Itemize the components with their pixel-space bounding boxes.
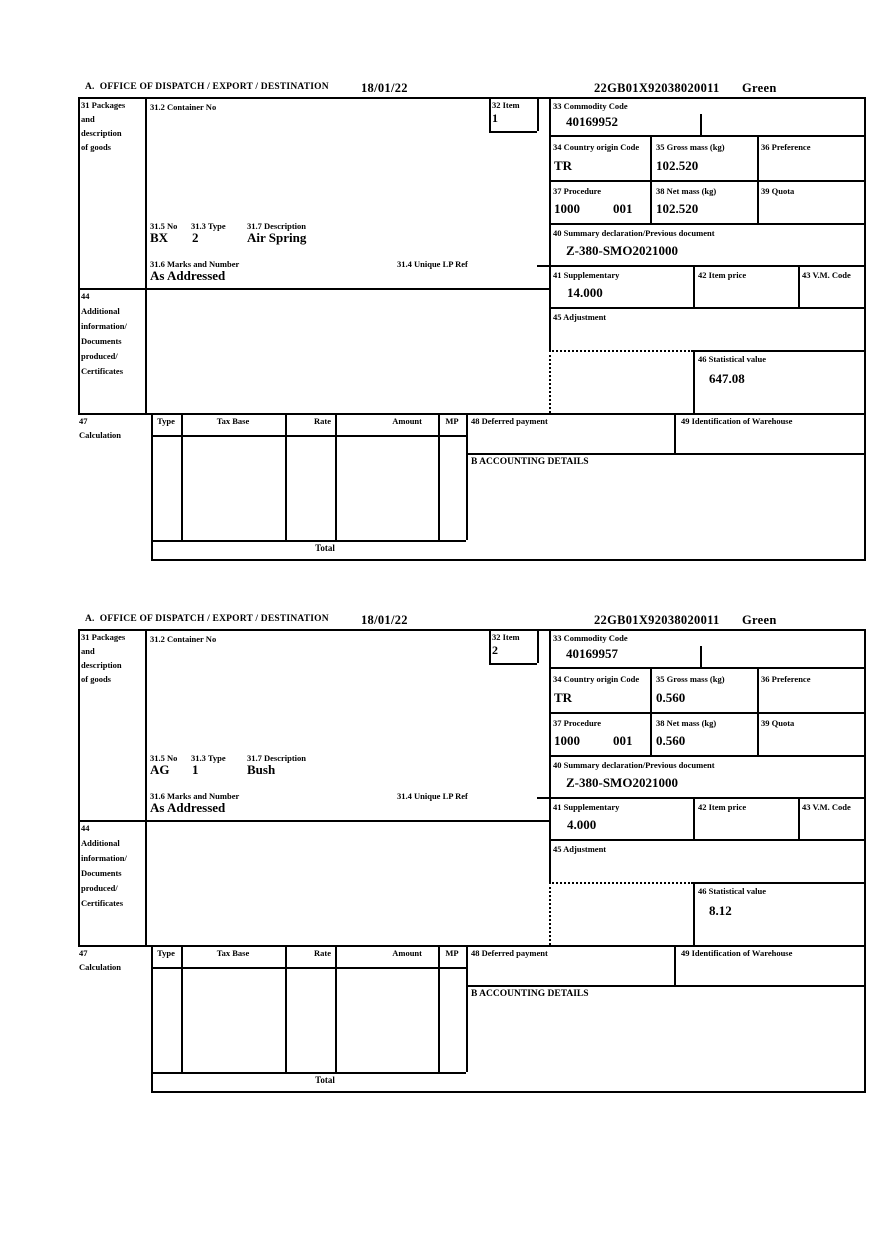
country-origin-value: TR [554, 158, 573, 173]
box44-additional-info-label: 44 [81, 291, 90, 301]
procedure-additional-value: 001 [613, 201, 633, 216]
item-box-border [537, 97, 539, 131]
form-border-top [78, 97, 866, 99]
box44-additional-info-label: 44 [81, 823, 90, 833]
marks-numbers-value: As Addressed [150, 800, 226, 815]
net-mass-value: 0.560 [656, 733, 686, 748]
box44-additional-info-label: Additional [81, 838, 120, 848]
box44-additional-info-label: Additional [81, 306, 120, 316]
box43-vm-code-label: 43 V.M. Code [802, 270, 851, 280]
calc-col-amount-header: Amount [392, 416, 422, 426]
box38-net-mass-label: 38 Net mass (kg) [656, 186, 717, 196]
box44-additional-info-label: information/ [81, 321, 127, 331]
package-kind-value: AG [150, 762, 170, 777]
office-of-dispatch-header: A. OFFICE OF DISPATCH / EXPORT / DESTINATION [85, 614, 329, 624]
box37-procedure-label: 37 Procedure [553, 186, 602, 196]
box40-previous-document-label: 40 Summary declaration/Previous document [553, 228, 715, 238]
box31-2-container-no-label: 31.2 Container No [150, 102, 217, 112]
box45-adjustment-label: 45 Adjustment [553, 844, 607, 854]
form-grid-line [466, 985, 864, 987]
calc-col-mp-header: MP [445, 948, 459, 958]
item-box-border [489, 663, 537, 665]
commodity-code-separator-tick [700, 114, 702, 135]
calc-table-border [466, 413, 468, 540]
box33-commodity-code-label: 33 Commodity Code [553, 101, 628, 111]
form-border-left [78, 97, 80, 415]
form-grid-line [693, 882, 864, 884]
box31-3-type-label: 31.3 Type [191, 221, 226, 231]
box31-4-unique-lp-ref-label: 31.4 Unique LP Ref [397, 791, 468, 801]
package-count-value: 2 [192, 230, 199, 245]
calc-table-border [181, 413, 183, 540]
item-box-border [537, 629, 539, 663]
total-row-label: Total [315, 543, 335, 553]
box44-additional-info-label: Certificates [81, 898, 124, 908]
box32-item-label: 32 Item [492, 100, 520, 110]
calc-col-tax-base-header: Tax Base [216, 948, 250, 958]
box45-adjustment-label: 45 Adjustment [553, 312, 607, 322]
box35-gross-mass-label: 35 Gross mass (kg) [656, 142, 725, 152]
item-box-border [489, 629, 491, 663]
calc-col-type-header: Type [157, 416, 175, 426]
box44-additional-info-label: information/ [81, 853, 127, 863]
supplementary-units-value: 4.000 [567, 817, 597, 832]
form-grid-line [693, 350, 864, 352]
form-border-top [78, 629, 866, 631]
dotted-divider-line [549, 882, 693, 884]
form-grid-line [549, 180, 864, 182]
form-grid-line [757, 667, 759, 755]
form-grid-line [151, 1072, 466, 1074]
form-border-right [864, 629, 866, 1093]
form-tick-mark [537, 265, 549, 267]
mrn-reference: 22GB01X92038020011 [594, 81, 720, 95]
box31-5-no-label: 31.5 No [150, 753, 178, 763]
box44-additional-info-label: Documents [81, 336, 122, 346]
accounting-details-label: B ACCOUNTING DETAILS [471, 989, 589, 999]
box48-deferred-payment-label: 48 Deferred payment [471, 416, 548, 426]
form-grid-line [78, 945, 866, 947]
form-grid-line [549, 629, 551, 882]
form-grid-line [798, 265, 800, 307]
item-box-border [489, 97, 491, 131]
box47-calculation-label: 47 [79, 416, 88, 426]
box40-previous-document-label: 40 Summary declaration/Previous document [553, 760, 715, 770]
commodity-code-value: 40169957 [566, 646, 618, 661]
previous-document-value: Z-380-SMO2021000 [566, 243, 678, 258]
table-header-underline [151, 967, 466, 969]
item-box-border [489, 131, 537, 133]
calc-table-border [335, 413, 337, 540]
box39-quota-label: 39 Quota [761, 186, 795, 196]
box41-supplementary-label: 41 Supplementary [553, 802, 620, 812]
form-grid-line [466, 453, 864, 455]
calc-col-rate-header: Rate [314, 948, 331, 958]
calc-table-border [151, 413, 153, 561]
routing-channel: Green [742, 613, 777, 627]
gross-mass-value: 102.520 [656, 158, 699, 173]
dotted-divider-line [549, 350, 693, 352]
form-grid-line [549, 223, 864, 225]
gross-mass-value: 0.560 [656, 690, 686, 705]
supplementary-units-value: 14.000 [567, 285, 603, 300]
box31-7-description-label: 31.7 Description [247, 753, 307, 763]
form-grid-line [549, 265, 864, 267]
box47-calculation-label: Calculation [79, 962, 122, 972]
box36-preference-label: 36 Preference [761, 142, 811, 152]
box43-vm-code-label: 43 V.M. Code [802, 802, 851, 812]
box31-packages-label: and [81, 646, 95, 656]
box31-6-marks-label: 31.6 Marks and Number [150, 791, 240, 801]
box31-packages-label: 31 Packages [81, 632, 126, 642]
form-border-bottom [151, 559, 866, 561]
box47-calculation-label: 47 [79, 948, 88, 958]
form-grid-line [151, 540, 466, 542]
calc-col-type-header: Type [157, 948, 175, 958]
form-grid-line [145, 629, 147, 947]
form-grid-line [549, 307, 864, 309]
form-grid-line [693, 797, 695, 839]
goods-description-value: Bush [247, 762, 276, 777]
calc-table-border [151, 945, 153, 1093]
form-grid-line [693, 265, 695, 307]
box31-packages-label: of goods [81, 674, 111, 684]
form-border-bottom [151, 1091, 866, 1093]
form-grid-line [757, 135, 759, 223]
box46-statistical-value-label: 46 Statistical value [698, 886, 766, 896]
form-grid-line [549, 712, 864, 714]
box34-country-origin-label: 34 Country origin Code [553, 142, 640, 152]
box31-packages-label: description [81, 660, 122, 670]
box44-additional-info-label: Certificates [81, 366, 124, 376]
mrn-reference: 22GB01X92038020011 [594, 613, 720, 627]
box44-additional-info-label: produced/ [81, 351, 118, 361]
box31-5-no-label: 31.5 No [150, 221, 178, 231]
calc-table-border [181, 945, 183, 1072]
procedure-value: 1000 [554, 733, 580, 748]
form-grid-line [549, 667, 864, 669]
dotted-divider-line [549, 350, 551, 413]
box46-statistical-value-label: 46 Statistical value [698, 354, 766, 364]
total-row-label: Total [315, 1075, 335, 1085]
declaration-date: 18/01/22 [361, 81, 408, 95]
box48-deferred-payment-label: 48 Deferred payment [471, 948, 548, 958]
box31-packages-label: and [81, 114, 95, 124]
item-number-value: 1 [492, 111, 498, 125]
box37-procedure-label: 37 Procedure [553, 718, 602, 728]
calc-col-mp-header: MP [445, 416, 459, 426]
form-border-right [864, 97, 866, 561]
form-grid-line [145, 97, 147, 415]
box31-packages-label: 31 Packages [81, 100, 126, 110]
marks-numbers-value: As Addressed [150, 268, 226, 283]
form-grid-line [798, 797, 800, 839]
box49-warehouse-label: 49 Identification of Warehouse [681, 416, 793, 426]
goods-description-value: Air Spring [247, 230, 307, 245]
commodity-code-separator-tick [700, 646, 702, 667]
box31-packages-label: of goods [81, 142, 111, 152]
commodity-code-value: 40169952 [566, 114, 618, 129]
form-grid-line [78, 413, 866, 415]
box38-net-mass-label: 38 Net mass (kg) [656, 718, 717, 728]
customs-item-block [0, 613, 882, 1095]
box33-commodity-code-label: 33 Commodity Code [553, 633, 628, 643]
box36-preference-label: 36 Preference [761, 674, 811, 684]
calc-table-border [285, 413, 287, 540]
box31-7-description-label: 31.7 Description [247, 221, 307, 231]
calc-table-border [466, 945, 468, 1072]
item-number-value: 2 [492, 643, 498, 657]
form-grid-line [650, 135, 652, 223]
form-grid-line [650, 667, 652, 755]
calc-col-tax-base-header: Tax Base [216, 416, 250, 426]
statistical-value: 647.08 [709, 371, 745, 386]
form-grid-line [693, 350, 695, 413]
form-border-left [78, 629, 80, 947]
box49-warehouse-label: 49 Identification of Warehouse [681, 948, 793, 958]
procedure-additional-value: 001 [613, 733, 633, 748]
calc-table-border [438, 945, 440, 1072]
box31-2-container-no-label: 31.2 Container No [150, 634, 217, 644]
form-grid-line [693, 882, 695, 945]
box31-6-marks-label: 31.6 Marks and Number [150, 259, 240, 269]
net-mass-value: 102.520 [656, 201, 699, 216]
box42-item-price-label: 42 Item price [698, 270, 747, 280]
form-grid-line [78, 820, 549, 822]
box34-country-origin-label: 34 Country origin Code [553, 674, 640, 684]
calc-table-border [335, 945, 337, 1072]
box41-supplementary-label: 41 Supplementary [553, 270, 620, 280]
accounting-details-label: B ACCOUNTING DETAILS [471, 457, 589, 467]
table-header-underline [151, 435, 466, 437]
routing-channel: Green [742, 81, 777, 95]
form-grid-line [674, 945, 676, 985]
box31-3-type-label: 31.3 Type [191, 753, 226, 763]
package-count-value: 1 [192, 762, 199, 777]
form-tick-mark [537, 797, 549, 799]
calc-table-border [438, 413, 440, 540]
package-kind-value: BX [150, 230, 169, 245]
box47-calculation-label: Calculation [79, 430, 122, 440]
box39-quota-label: 39 Quota [761, 718, 795, 728]
procedure-value: 1000 [554, 201, 580, 216]
box31-4-unique-lp-ref-label: 31.4 Unique LP Ref [397, 259, 468, 269]
declaration-date: 18/01/22 [361, 613, 408, 627]
form-grid-line [549, 135, 864, 137]
form-grid-line [549, 97, 551, 350]
dotted-divider-line [549, 882, 551, 945]
statistical-value: 8.12 [709, 903, 732, 918]
box44-additional-info-label: produced/ [81, 883, 118, 893]
box44-additional-info-label: Documents [81, 868, 122, 878]
office-of-dispatch-header: A. OFFICE OF DISPATCH / EXPORT / DESTINATION [85, 82, 329, 92]
previous-document-value: Z-380-SMO2021000 [566, 775, 678, 790]
box42-item-price-label: 42 Item price [698, 802, 747, 812]
form-grid-line [78, 288, 549, 290]
box32-item-label: 32 Item [492, 632, 520, 642]
box31-packages-label: description [81, 128, 122, 138]
form-grid-line [549, 839, 864, 841]
box35-gross-mass-label: 35 Gross mass (kg) [656, 674, 725, 684]
customs-item-block [0, 81, 882, 563]
form-grid-line [549, 797, 864, 799]
country-origin-value: TR [554, 690, 573, 705]
calc-col-amount-header: Amount [392, 948, 422, 958]
form-grid-line [674, 413, 676, 453]
calc-col-rate-header: Rate [314, 416, 331, 426]
form-grid-line [549, 755, 864, 757]
calc-table-border [285, 945, 287, 1072]
